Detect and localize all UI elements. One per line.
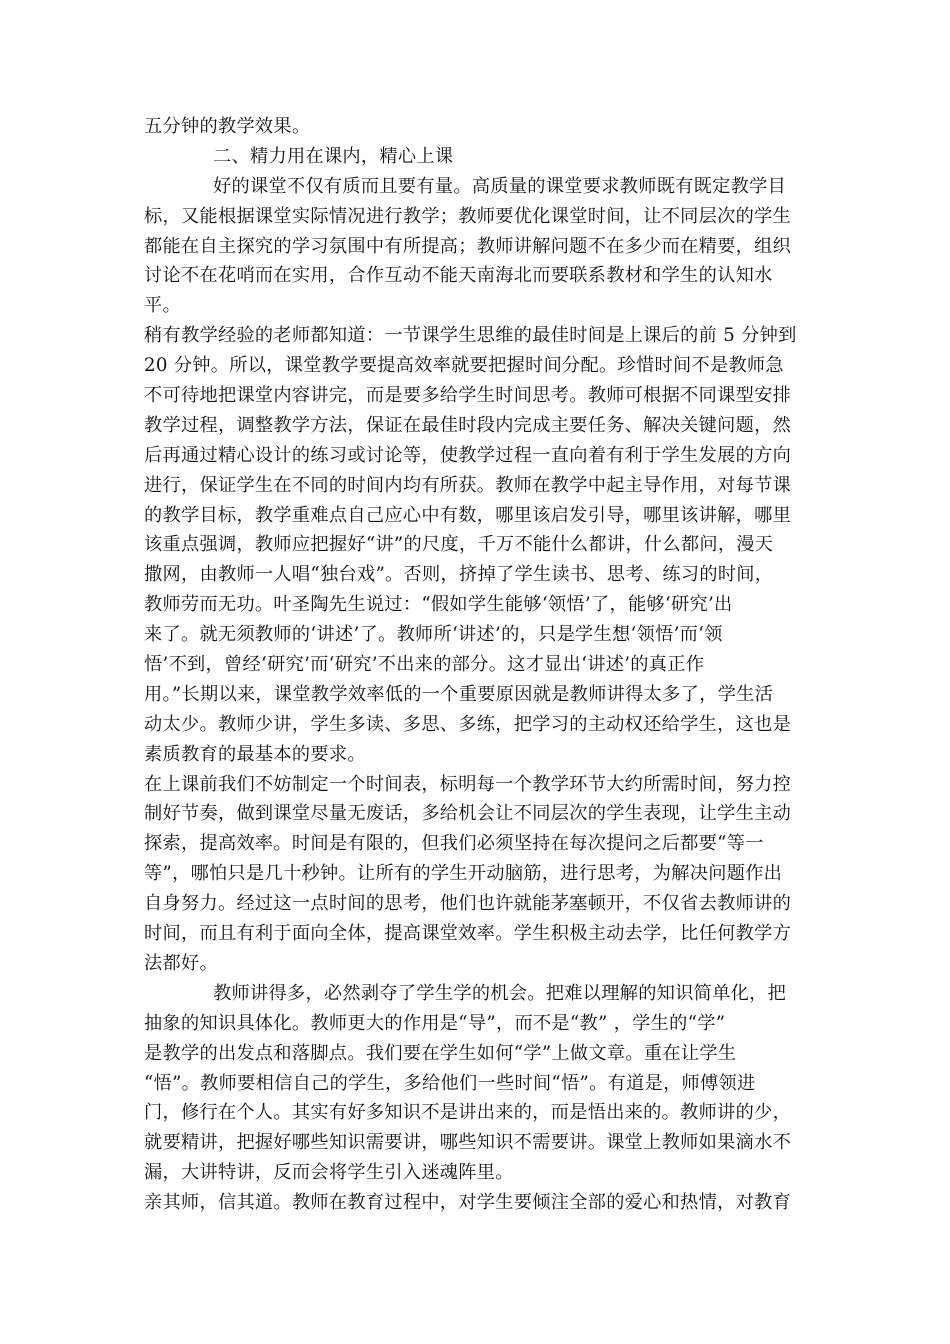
- text-line: 漏，大讲特讲，反而会将学生引入迷魂阵里。: [144, 1162, 514, 1184]
- text-line: 二、精力用在课内，精心上课: [213, 145, 454, 167]
- text-line: 悟’不到，曾经‘研究’而‘研究’不出来的部分。这才显出‘讲述’的真正作: [144, 654, 705, 676]
- text-line: 动太少。教师少讲，学生多读、多思、多练，把学习的主动权还给学生，这也是: [144, 713, 792, 735]
- text-line: 就要精讲，把握好哪些知识需要讲，哪些知识不需要讲。课堂上教师如果滴水不: [144, 1132, 792, 1154]
- text-line: 教师讲得多，必然剥夺了学生学的机会。把难以理解的知识简单化，把: [213, 982, 787, 1004]
- text-line: 讨论不在花哨而在实用，合作互动不能天南海北而要联系教材和学生的认知水: [144, 265, 773, 287]
- text-line: 平。: [144, 295, 181, 317]
- text-line: 时间，而且有利于面向全体，提高课堂效率。学生积极主动去学，比任何教学方: [144, 923, 792, 945]
- text-line: 撒网，由教师一人唱“独台戏”。否则，挤掉了学生读书、思考、练习的时间，: [144, 564, 774, 586]
- text-line: 五分钟的教学效果。: [144, 116, 311, 137]
- text-line: 20 分钟。所以，课堂教学要提高效率就要把握时间分配。珍惜时间不是教师急: [144, 355, 784, 377]
- text-line: 不可待地把课堂内容讲完，而是要多给学生时间思考。教师可根据不同课型安排: [144, 385, 792, 407]
- section-heading-2: [144, 142, 809, 172]
- text-line: 等”，哪怕只是几十秒钟。让所有的学生开动脑筋，进行思考，为解决问题作出: [144, 863, 783, 885]
- paragraph-3: [144, 321, 809, 769]
- paragraph-1: [144, 112, 809, 142]
- text-line: 在上课前我们不妨制定一个时间表，标明每一个教学环节大约所需时间，努力控: [144, 773, 792, 795]
- text-line: 教师劳而无功。叶圣陶先生说过：“假如学生能够‘领悟’了，能够‘研究’出: [144, 594, 733, 616]
- text-line: 标，又能根据课堂实际情况进行教学；教师要优化课堂时间，让不同层次的学生: [144, 205, 792, 227]
- text-line: 都能在自主探究的学习氛围中有所提高；教师讲解问题不在多少而在精要，组织: [144, 235, 792, 257]
- text-line: 好的课堂不仅有质而且要有量。高质量的课堂要求教师既有既定教学目: [213, 175, 787, 197]
- text-line: 制好节奏，做到课堂尽量无废话，多给机会让不同层次的学生表现，让学生主动: [144, 803, 792, 825]
- paragraph-4: [144, 770, 809, 979]
- text-line: “悟”。教师要相信自己的学生，多给他们一些时间“悟”。有道是，师傅领进: [144, 1072, 756, 1094]
- text-line: 素质教育的最基本的要求。: [144, 743, 366, 765]
- paragraph-2: [144, 172, 809, 321]
- text-line: 亲其师，信其道。教师在教育过程中，对学生要倾注全部的爱心和热情，对教育: [144, 1192, 792, 1214]
- text-line: 抽象的知识具体化。教师更大的作用是“导”，而不是“教” ，学生的“学”: [144, 1012, 726, 1034]
- text-line: 探索，提高效率。时间是有限的，但我们必须坚持在每次提问之后都要“等一: [144, 833, 764, 855]
- text-line: 进行，保证学生在不同的时间内均有所获。教师在教学中起主导作用，对每节课: [144, 474, 792, 496]
- document-body: [144, 112, 809, 1218]
- text-line: 的教学目标，教学重难点自己应心中有数，哪里该启发引导，哪里该讲解，哪里: [144, 504, 792, 526]
- text-line: 是教学的出发点和落脚点。我们要在学生如何“学”上做文章。重在让学生: [144, 1042, 737, 1064]
- text-line: 稍有教学经验的老师都知道：一节课学生思维的最佳时间是上课后的前 5 分钟到: [144, 325, 797, 347]
- text-line: 后再通过精心设计的练习或讨论等，使教学过程一直向着有利于学生发展的方向: [144, 444, 792, 466]
- text-line: 来了。就无须教师的‘讲述’了。教师所‘讲述’的，只是学生想‘领悟’而‘领: [144, 624, 723, 646]
- text-line: 自身努力。经过这一点时间的思考，他们也许就能茅塞顿开，不仅省去教师讲的: [144, 893, 792, 915]
- text-line: 教学过程，调整教学方法，保证在最佳时段内完成主要任务、解决关键问题，然: [144, 414, 792, 436]
- text-line: 用。”长期以来，课堂教学效率低的一个重要原因就是教师讲得太多了，学生活: [144, 683, 774, 705]
- text-line: 该重点强调，教师应把握好“讲”的尺度，千万不能什么都讲，什么都问，漫天: [144, 534, 774, 556]
- text-line: 门，修行在个人。其实有好多知识不是讲出来的，而是悟出来的。教师讲的少，: [144, 1102, 792, 1124]
- text-line: 法都好。: [144, 952, 218, 974]
- paragraph-6: [144, 1188, 809, 1218]
- paragraph-5: [144, 979, 809, 1188]
